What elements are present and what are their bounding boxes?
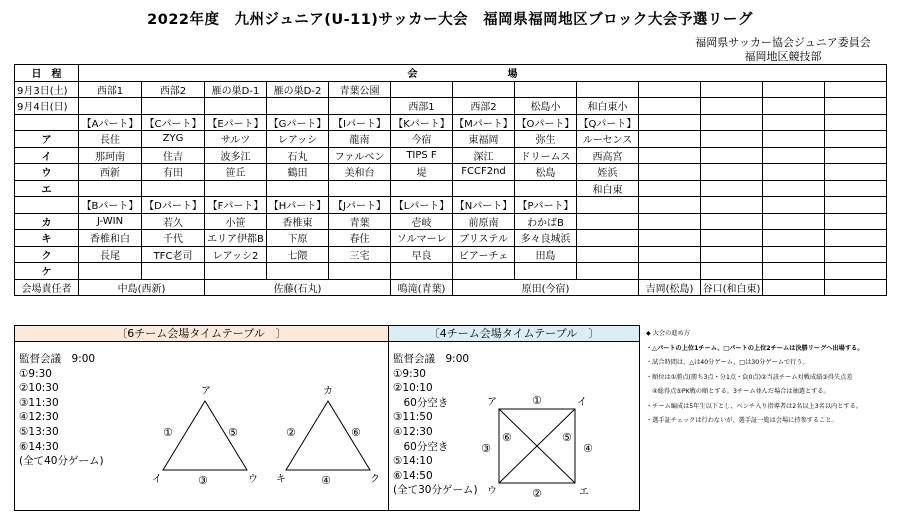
time-line: (全て40分ゲーム) (19, 455, 104, 468)
match-number: ③ (481, 442, 491, 455)
triangle-diagrams (15, 342, 388, 510)
time-line: 60分空き (393, 396, 449, 409)
team-cell (142, 263, 205, 280)
team-cell: 【Qパート】 (577, 114, 639, 131)
venue-cell: 西部2 (142, 81, 205, 98)
team-cell (763, 114, 825, 131)
time-line: ①9:30 (393, 367, 426, 380)
time-line: ③11:50 (393, 411, 433, 424)
venue-cell: 松島小 (515, 98, 577, 115)
venue-cell (701, 98, 763, 115)
match-number: ⑥ (351, 426, 361, 439)
team-cell: FCCF2nd (453, 164, 515, 181)
venue-cell: 西部2 (453, 98, 515, 115)
team-cell: 住吉 (142, 147, 205, 164)
venue-manager: 吉岡(松島) (639, 279, 701, 296)
team-cell: 壱岐 (391, 213, 453, 230)
rule-item: ・順位は①勝点(勝ち3点・分1点・負0点)②当該チーム対戦成績③得失点差 (646, 373, 853, 381)
team-cell: 下原 (267, 230, 329, 247)
table-row (15, 147, 887, 164)
venue-cell: 西部1 (391, 98, 453, 115)
team-cell: 小笹 (205, 213, 267, 230)
team-cell: ルーセンス (577, 131, 639, 148)
team-cell: 【Pパート】 (515, 197, 577, 214)
team-cell: TIPS F (391, 147, 453, 164)
table-row (15, 197, 887, 214)
venue-cell (205, 98, 267, 115)
venue-manager: 中島(西新) (79, 279, 205, 296)
team-cell: 【Bパート】 (79, 197, 142, 214)
team-cell: 【Kパート】 (391, 114, 453, 131)
venue-cell (639, 81, 701, 98)
venue-manager: 鳴滝(青葉) (391, 279, 453, 296)
empty-cell (825, 279, 887, 296)
venue-cell (825, 98, 887, 115)
team-cell: 龍南 (329, 131, 391, 148)
schedule-table (14, 64, 887, 296)
rule-item: ・△パートの上位1チーム、□パートの上位2チームは決勝リーグへ出場する。 (646, 344, 864, 352)
time-line: 60分空き (393, 440, 449, 453)
triangle-diagram-a (152, 386, 258, 487)
row-label (15, 114, 79, 131)
team-cell: 【Fパート】 (205, 197, 267, 214)
team-cell (825, 230, 887, 247)
table-row (15, 180, 887, 197)
team-cell (701, 197, 763, 214)
team-cell (701, 114, 763, 131)
row-label: ク (15, 246, 79, 263)
team-cell: 【Lパート】 (391, 197, 453, 214)
time-line: ②10:10 (393, 382, 433, 395)
team-cell (825, 246, 887, 263)
team-cell: 有田 (142, 164, 205, 181)
team-cell (267, 180, 329, 197)
match-number: ④ (321, 474, 331, 487)
venue-cell (267, 98, 329, 115)
team-cell (267, 263, 329, 280)
team-cell: 弥生 (515, 131, 577, 148)
venue-cell (639, 98, 701, 115)
four-team-timetable (388, 325, 640, 511)
venue-cell (79, 98, 142, 115)
team-cell (639, 147, 701, 164)
team-cell: 若久 (142, 213, 205, 230)
team-cell: 鶴田 (267, 164, 329, 181)
venue-header: 会 場 (79, 65, 887, 82)
time-line: 監督会議 9:00 (393, 353, 470, 365)
team-cell (701, 263, 763, 280)
team-cell (79, 180, 142, 197)
team-cell (701, 131, 763, 148)
table-row (15, 279, 887, 296)
team-cell (79, 263, 142, 280)
team-cell: ソルマーレ (391, 230, 453, 247)
table-row (15, 263, 887, 280)
match-number: ③ (198, 474, 208, 487)
table-row (15, 164, 887, 181)
team-cell (825, 197, 887, 214)
team-cell (825, 114, 887, 131)
row-label: イ (15, 147, 79, 164)
team-cell (701, 230, 763, 247)
rule-item: ④総得点⑤PK戦の順とする。3チーム並んだ場合は抽選とする。 (646, 388, 830, 395)
team-cell: ブリステル (453, 230, 515, 247)
venue-cell: 和白東小 (577, 98, 639, 115)
team-cell: TFC老司 (142, 246, 205, 263)
team-cell (639, 246, 701, 263)
team-cell: 西高宮 (577, 147, 639, 164)
row-label: キ (15, 230, 79, 247)
time-line: ⑤14:10 (393, 455, 433, 468)
team-cell (577, 263, 639, 280)
team-cell (205, 263, 267, 280)
team-cell: エリア伊都B (205, 230, 267, 247)
team-cell: 長尾 (79, 246, 142, 263)
row-label: カ (15, 213, 79, 230)
team-cell: 堤 (391, 164, 453, 181)
team-cell (329, 180, 391, 197)
venue-manager: 原田(今宿) (453, 279, 639, 296)
team-cell: 香椎和白 (79, 230, 142, 247)
venue-cell (453, 81, 515, 98)
time-line: ⑥14:50 (393, 469, 433, 482)
match-number: ④ (583, 442, 593, 455)
venue-cell (701, 81, 763, 98)
team-cell (639, 180, 701, 197)
team-cell (701, 213, 763, 230)
date-header: 日 程 (15, 65, 79, 82)
time-line: ④12:30 (19, 411, 59, 424)
rule-item: ・チーム編成は5年生以下とし、ベンチ入り指導者は2名以上3名以内とする。 (646, 402, 862, 410)
venue-manager: 佐藤(石丸) (205, 279, 391, 296)
team-cell (701, 147, 763, 164)
team-cell: 青葉 (329, 213, 391, 230)
row-label: ケ (15, 263, 79, 280)
team-cell (825, 147, 887, 164)
team-cell: ファルベン (329, 147, 391, 164)
team-cell: サルツ (205, 131, 267, 148)
venue-cell (142, 98, 205, 115)
team-cell: 【Hパート】 (267, 197, 329, 214)
team-cell (205, 180, 267, 197)
team-cell: 【Dパート】 (142, 197, 205, 214)
team-cell: 香椎東 (267, 213, 329, 230)
match-number: ⑤ (562, 431, 572, 444)
square-diagram (389, 342, 639, 510)
team-cell: ビアーチェ (453, 246, 515, 263)
organizer-name: 福岡県サッカー協会ジュニア委員会 (695, 36, 871, 49)
team-cell: 美和台 (329, 164, 391, 181)
match-number: ② (532, 487, 542, 500)
table-row (15, 98, 887, 115)
team-cell (639, 197, 701, 214)
tournament-rules (646, 327, 896, 429)
team-cell: 七隈 (267, 246, 329, 263)
team-cell: 三宅 (329, 246, 391, 263)
team-cell: 石丸 (267, 147, 329, 164)
organizer-division: 福岡地区競技部 (744, 50, 822, 63)
team-label: イ (152, 474, 162, 485)
table-header-row (15, 65, 887, 82)
team-cell: 【Iパート】 (329, 114, 391, 131)
rule-item: ・試合時間は、△は40分ゲーム、□は30分ゲームで行う。 (646, 359, 809, 366)
team-cell: 【Cパート】 (142, 114, 205, 131)
team-cell: 田島 (515, 246, 577, 263)
team-cell (639, 213, 701, 230)
team-label: ウ (248, 474, 258, 485)
venue-cell: 雁の巣D-2 (267, 81, 329, 98)
venue-cell (391, 81, 453, 98)
team-cell: 松島 (515, 164, 577, 181)
match-number: ② (286, 426, 296, 439)
team-label: エ (579, 487, 589, 498)
team-cell: ZYG (142, 131, 205, 148)
match-number: ① (163, 426, 173, 439)
venue-manager: 谷口(和白東) (701, 279, 763, 296)
team-cell: 東福岡 (453, 131, 515, 148)
team-cell: 姪浜 (577, 164, 639, 181)
team-cell (639, 131, 701, 148)
team-cell (639, 230, 701, 247)
team-cell (763, 164, 825, 181)
row-label: ウ (15, 164, 79, 181)
time-line: (全て30分ゲーム) (393, 484, 478, 497)
team-cell: 前原南 (453, 213, 515, 230)
team-cell (763, 197, 825, 214)
table-row (15, 246, 887, 263)
six-team-timetable-header: 〔6チーム会場タイムテーブル 〕 (15, 326, 388, 342)
date-cell: 9月4日(日) (15, 98, 79, 115)
table-row (15, 114, 887, 131)
row-label: ア (15, 131, 79, 148)
team-label: カ (323, 386, 333, 397)
team-cell (142, 180, 205, 197)
table-row (15, 213, 887, 230)
team-cell: レアッシ (267, 131, 329, 148)
time-line: 監督会議 9:00 (19, 353, 96, 365)
venue-cell (515, 81, 577, 98)
page-title: 2022年度 九州ジュニア(U-11)サッカー大会 福岡県福岡地区ブロック大会予選リーグ (147, 12, 753, 28)
team-cell (577, 230, 639, 247)
team-cell: 早良 (391, 246, 453, 263)
team-label: キ (276, 474, 286, 485)
team-label: ウ (487, 486, 497, 497)
team-cell: 【Nパート】 (453, 197, 515, 214)
team-cell (577, 197, 639, 214)
match-number: ⑤ (228, 426, 238, 439)
venue-cell: 西部1 (79, 81, 142, 98)
team-cell (515, 180, 577, 197)
time-line: ①9:30 (19, 367, 52, 380)
venue-cell (825, 81, 887, 98)
team-cell: 【Eパート】 (205, 114, 267, 131)
team-label: ク (370, 474, 380, 485)
team-cell: 【Mパート】 (453, 114, 515, 131)
table-row (15, 230, 887, 247)
team-cell (577, 246, 639, 263)
triangle-diagram-b (276, 385, 380, 487)
team-cell (639, 164, 701, 181)
time-line: ⑥14:30 (19, 440, 59, 453)
match-number: ⑥ (502, 431, 512, 444)
team-cell: ドリームス (515, 147, 577, 164)
team-label: ア (487, 397, 497, 408)
team-cell (453, 263, 515, 280)
team-cell: 笹丘 (205, 164, 267, 181)
team-cell (701, 164, 763, 181)
team-cell: 春住 (329, 230, 391, 247)
team-cell: 那珂南 (79, 147, 142, 164)
team-cell: 【Oパート】 (515, 114, 577, 131)
rules-heading: ◆ 大会の進め方 (646, 330, 690, 337)
team-cell (825, 164, 887, 181)
team-cell (763, 246, 825, 263)
team-cell: レアッシ2 (205, 246, 267, 263)
empty-cell (763, 279, 825, 296)
team-cell: 【Jパート】 (329, 197, 391, 214)
team-cell: 和白東 (577, 180, 639, 197)
row-label (15, 197, 79, 214)
team-cell (515, 263, 577, 280)
time-line: ③11:30 (19, 396, 59, 409)
date-cell: 9月3日(土) (15, 81, 79, 98)
team-cell: わかばB (515, 213, 577, 230)
team-cell: 長住 (79, 131, 142, 148)
rule-item: ・選手証チェックは行わないが、選手証一覧は会場に持参すること。 (646, 417, 838, 424)
four-team-timetable-header: 〔4チーム会場タイムテーブル 〕 (389, 326, 639, 342)
table-row (15, 81, 887, 98)
team-cell (763, 230, 825, 247)
venue-cell (329, 98, 391, 115)
team-cell (577, 213, 639, 230)
row-label: エ (15, 180, 79, 197)
team-cell: 【Aパート】 (79, 114, 142, 131)
team-cell: 【Gパート】 (267, 114, 329, 131)
team-cell: J-WIN (79, 213, 142, 230)
team-cell (701, 246, 763, 263)
venue-cell (763, 81, 825, 98)
team-cell (825, 180, 887, 197)
venue-cell: 雁の巣D-1 (205, 81, 267, 98)
venue-cell: 青葉公園 (329, 81, 391, 98)
time-line: ④12:30 (393, 425, 433, 438)
match-number: ① (532, 394, 542, 407)
team-cell (825, 131, 887, 148)
team-cell (763, 213, 825, 230)
team-cell: 西新 (79, 164, 142, 181)
team-cell (701, 180, 763, 197)
team-cell: 波多江 (205, 147, 267, 164)
team-cell (453, 180, 515, 197)
team-cell: 今宿 (391, 131, 453, 148)
time-line: ⑤13:30 (19, 425, 59, 438)
responsible-label: 会場責任者 (15, 279, 79, 296)
team-cell: 深江 (453, 147, 515, 164)
time-line: ②10:30 (19, 382, 59, 395)
team-cell (825, 263, 887, 280)
team-cell (391, 263, 453, 280)
table-row (15, 131, 887, 148)
team-cell (329, 263, 391, 280)
team-cell (763, 263, 825, 280)
team-cell: 千代 (142, 230, 205, 247)
team-cell (639, 114, 701, 131)
team-cell (763, 180, 825, 197)
venue-cell (763, 98, 825, 115)
six-team-timetable (14, 325, 389, 511)
team-cell: 多々良城浜 (515, 230, 577, 247)
team-cell (825, 213, 887, 230)
team-label: イ (577, 397, 587, 408)
team-cell (639, 263, 701, 280)
team-label: ア (201, 386, 211, 397)
team-cell (391, 180, 453, 197)
venue-cell (577, 81, 639, 98)
team-cell (763, 131, 825, 148)
team-cell (763, 147, 825, 164)
